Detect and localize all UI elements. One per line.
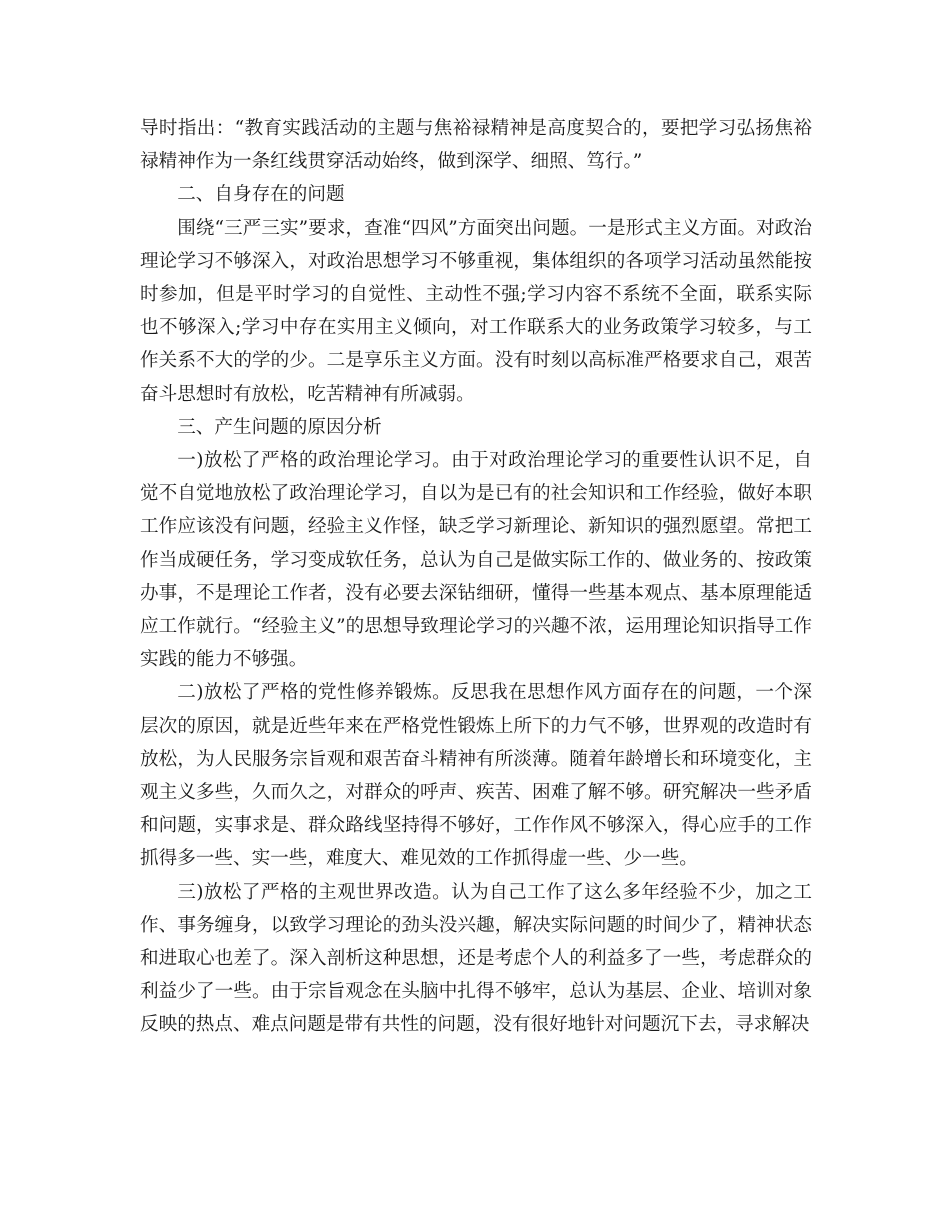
paragraph-cause-2: 二)放松了严格的党性修养锻炼。反思我在思想作风方面存在的问题，一个深层次的原因，就是近些年来在严格党性锻炼上所下的力气不够，世界观的改造时有放松，为人民服务宗旨观和艰苦奋斗精神有所淡薄。随着年龄增长和环境变化，主观主义多些，久而久之，对群众的呼声、疾苦、困难了解不够。研究解决一些矛盾和问题，实事求是、群众路线坚持得不够好，工作作风不够深入，得心应手的工作抓得多一些、实一些，难度大、难见效的工作抓得虚一些、少一些。 bbox=[140, 682, 812, 870]
document-body bbox=[140, 112, 812, 1042]
section-heading-problems: 二、自身存在的问题 bbox=[177, 184, 345, 206]
paragraph-problems: 围绕“三严三实”要求，查准“四风”方面突出问题。一是形式主义方面。对政治理论学习不够深入，对政治思想学习不够重视，集体组织的各项学习活动虽然能按时参加，但是平时学习的自觉性、主动性不强;学习内容不系统不全面，联系实际也不够深入;学习中存在实用主义倾向，对工作联系大的业务政策学习较多，与工作关系不大的学的少。二是享乐主义方面。没有时刻以高标准严格要求自己，艰苦奋斗思想时有放松，吃苦精神有所减弱。 bbox=[140, 217, 812, 405]
paragraph-continuation: 导时指出：“教育实践活动的主题与焦裕禄精神是高度契合的，要把学习弘扬焦裕禄精神作为一条红线贯穿活动始终，做到深学、细照、笃行。” bbox=[140, 118, 812, 173]
section-heading-causes: 三、产生问题的原因分析 bbox=[177, 416, 382, 438]
paragraph-cause-1: 一)放松了严格的政治理论学习。由于对政治理论学习的重要性认识不足，自觉不自觉地放松了政治理论学习，自以为是已有的社会知识和工作经验，做好本职工作应该没有问题，经验主义作怪，缺乏学习新理论、新知识的强烈愿望。常把工作当成硬任务，学习变成软任务，总认为自己是做实际工作的、做业务的、按政策办事，不是理论工作者，没有必要去深钻细研，懂得一些基本观点、基本原理能适应工作就行。“经验主义”的思想导致理论学习的兴趣不浓，运用理论知识指导工作实践的能力不够强。 bbox=[140, 450, 812, 671]
paragraph-cause-3: 三)放松了严格的主观世界改造。认为自己工作了这么多年经验不少，加之工作、事务缠身，以致学习理论的劲头没兴趣，解决实际问题的时间少了，精神状态和进取心也差了。深入剖析这种思想，还是考虑个人的利益多了一些，考虑群众的利益少了一些。由于宗旨观念在头脑中扎得不够牢，总认为基层、企业、培训对象反映的热点、难点问题是带有共性的问题，没有很好地针对问题沉下去，寻求解决 bbox=[140, 881, 812, 1036]
